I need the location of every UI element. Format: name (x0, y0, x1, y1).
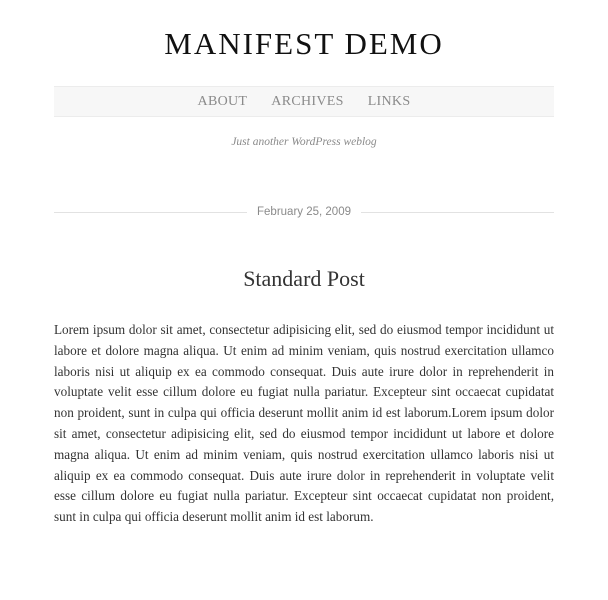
nav-item-links[interactable]: LINKS (367, 93, 411, 109)
nav-item-archives[interactable]: ARCHIVES (271, 93, 344, 109)
site-tagline: Just another WordPress weblog (231, 136, 377, 148)
post-body: Lorem ipsum dolor sit amet, consectetur adipisicing elit, sed do eiusmod tempor incididunt ut labore et dolore magna aliqua. Ut enim ad minim veniam, quis nostrud exercitation ullamco laboris nisi ut aliquip ex ea commodo consequat. Duis aute irure dolor in reprehenderit in voluptate velit esse cillum dolore eu fugiat nulla pariatur. Excepteur sint occaecat cupidatat non proident, sunt in culpa qui officia deserunt mollit anim id est laborum.Lorem ipsum dolor sit amet, consectetur adipisicing elit, sed do eiusmod tempor incididunt ut labore et dolore magna aliqua. Ut enim ad minim veniam, quis nostrud exercitation ullamco laboris nisi ut aliquip ex ea commodo consequat. Duis aute irure dolor in reprehenderit in voluptate velit esse cillum dolore eu fugiat nulla pariatur. Excepteur sint occaecat cupidatat non proident, sunt in culpa qui officia deserunt mollit anim id est laborum. (54, 322, 554, 525)
date-divider-right (361, 212, 554, 213)
nav-item-about[interactable]: ABOUT (197, 93, 248, 109)
main-nav (54, 86, 554, 117)
post-title[interactable]: Standard Post (243, 266, 365, 291)
date-divider-left (54, 212, 247, 213)
post-date: February 25, 2009 (257, 206, 351, 218)
post-date-row (54, 204, 554, 220)
site-title-link[interactable]: MANIFEST DEMO (164, 26, 444, 61)
site-title (0, 26, 608, 62)
